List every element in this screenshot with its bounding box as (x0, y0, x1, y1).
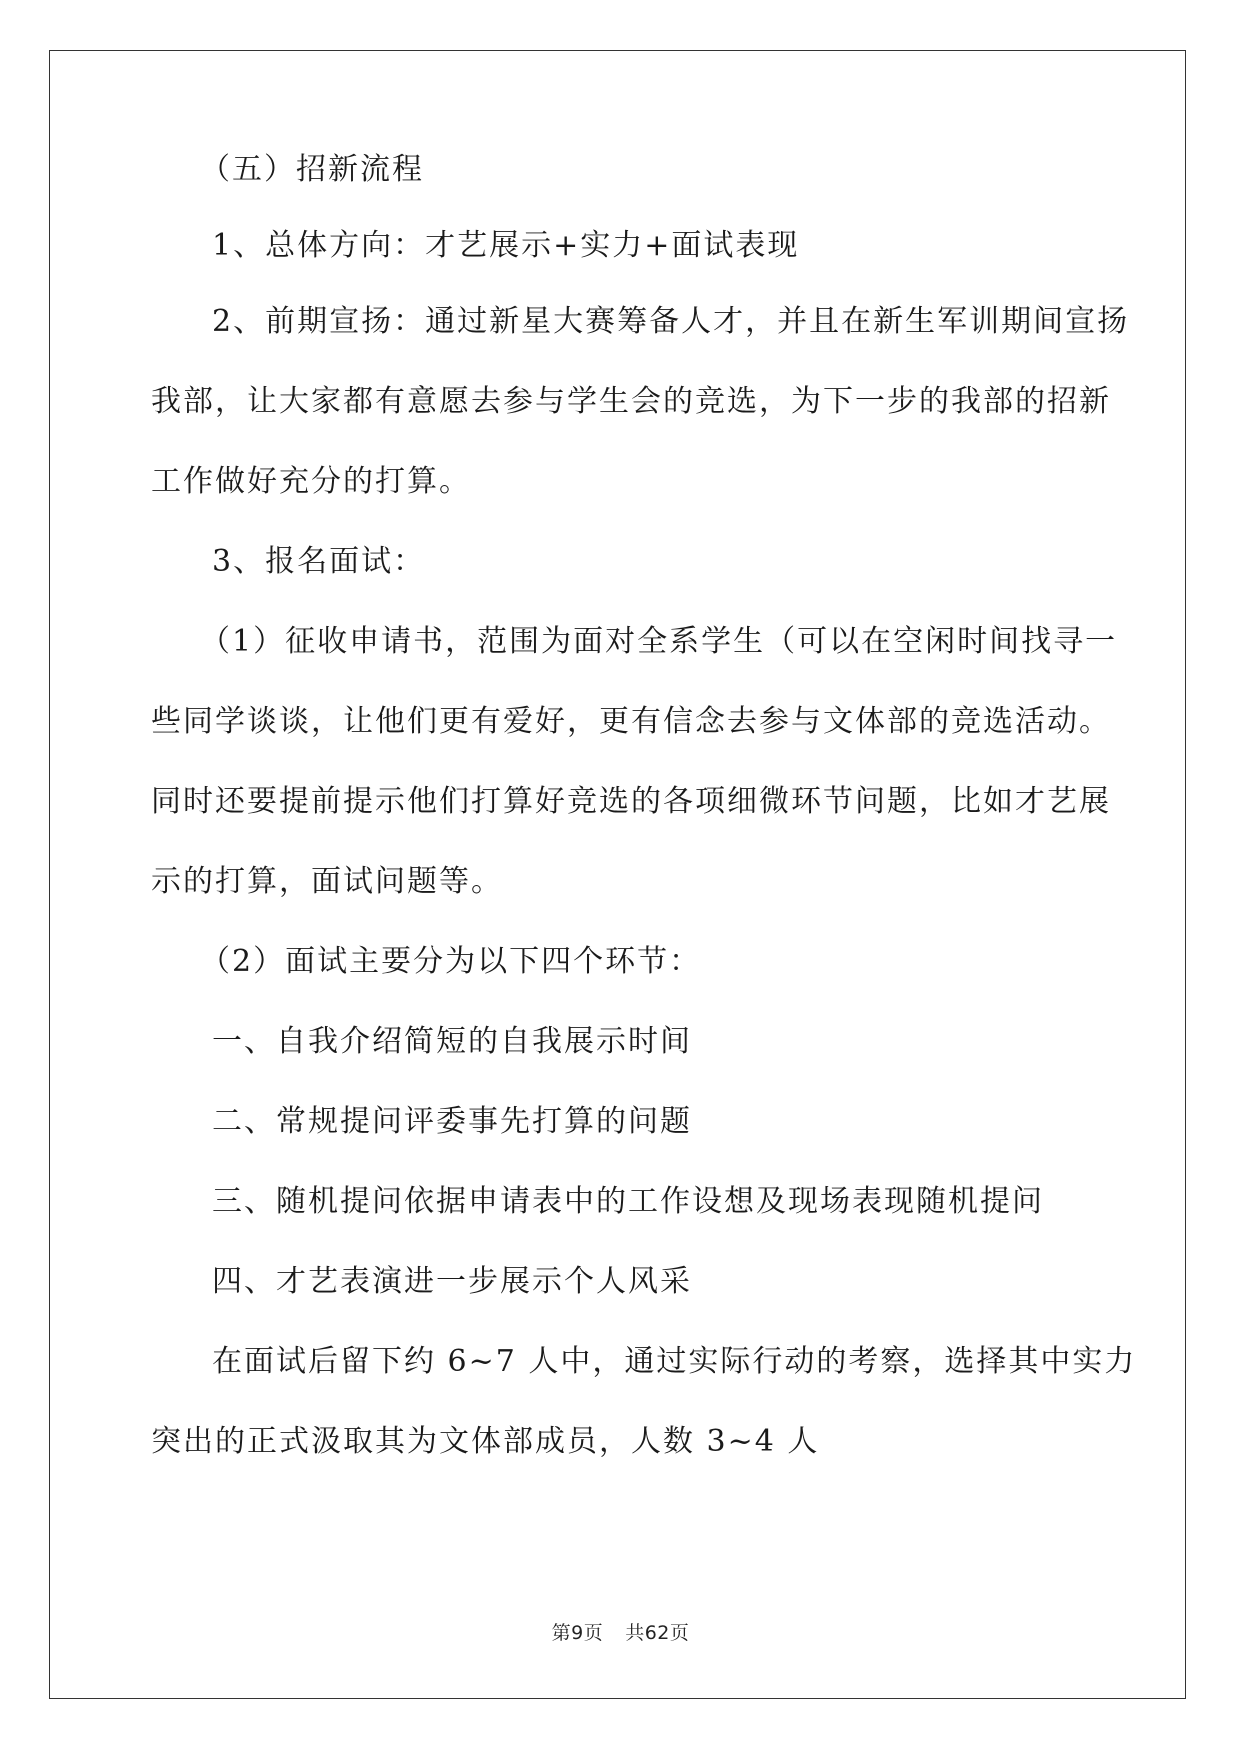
list-item: 二、常规提问评委事先打算的问题 (212, 1104, 692, 1139)
list-item: 三、随机提问依据申请表中的工作设想及现场表现随机提问 (212, 1184, 1044, 1219)
page-footer (0, 1618, 1241, 1645)
paragraph-line: 2、前期宣扬：通过新星大赛筹备人才，并且在新生军训期间宣扬 (212, 304, 1130, 339)
paragraph-line: 我部，让大家都有意愿去参与学生会的竞选，为下一步的我部的招新 (151, 384, 1111, 419)
paragraph-line: （1）征收申请书，范围为面对全系学生（可以在空闲时间找寻一 (200, 624, 1118, 659)
paragraph-line: 工作做好充分的打算。 (151, 464, 471, 499)
paragraph-line: （2）面试主要分为以下四个环节： (200, 944, 702, 979)
page-suffix: 页 (583, 1622, 604, 1644)
paragraph-line: 同时还要提前提示他们打算好竞选的各项细微环节问题，比如才艺展 (151, 784, 1111, 819)
page-prefix: 第 (551, 1622, 572, 1644)
total-pages: 62 (644, 1622, 670, 1644)
total-prefix: 共 (625, 1622, 645, 1644)
paragraph-line: 突出的正式汲取其为文体部成员，人数 3~4 人 (151, 1424, 820, 1459)
paragraph-line: 1、总体方向：才艺展示+实力+面试表现 (212, 228, 800, 263)
paragraph-line: 示的打算，面试问题等。 (151, 864, 503, 899)
paragraph-line: 3、报名面试： (212, 544, 426, 579)
total-suffix: 页 (669, 1622, 690, 1644)
page-number: 9 (571, 1622, 584, 1644)
paragraph-line: 些同学谈谈，让他们更有爱好，更有信念去参与文体部的竞选活动。 (151, 704, 1111, 739)
section-heading: （五）招新流程 (200, 152, 424, 187)
list-item: 四、才艺表演进一步展示个人风采 (212, 1264, 692, 1299)
paragraph-line: 在面试后留下约 6~7 人中，通过实际行动的考察，选择其中实力 (212, 1344, 1137, 1379)
list-item: 一、自我介绍简短的自我展示时间 (212, 1024, 692, 1059)
